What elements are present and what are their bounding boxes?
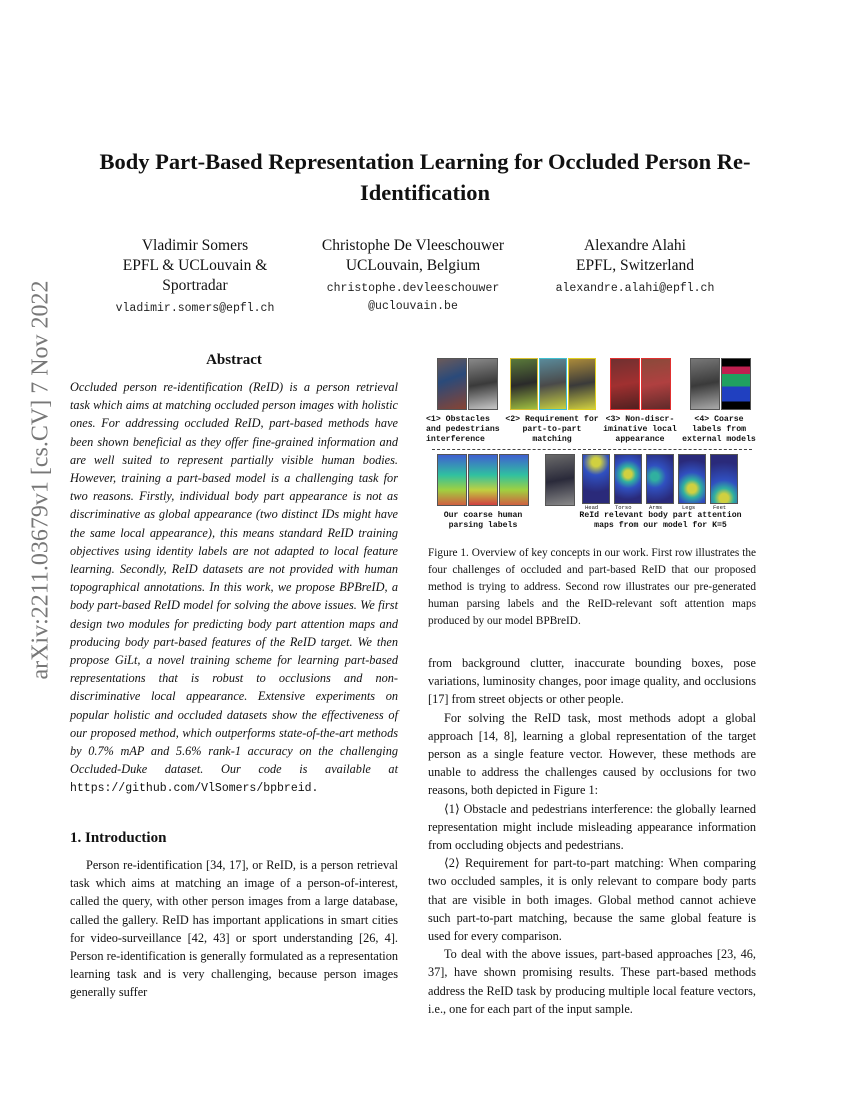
person-image xyxy=(437,358,467,410)
author-block-2 xyxy=(300,236,526,316)
part-name-head: Head xyxy=(585,504,599,511)
figure-1-caption: Figure 1. Overview of key concepts in our work. First row illustrates the four challenges of occluded and part-based ReID that our proposed method is trying to address. Second row illustrates our pre-generated human parsing labels and the ReID-relevant soft attention maps produced by our model BPBreID. xyxy=(428,547,756,627)
part-name-torso: Torso xyxy=(615,504,632,511)
person-image xyxy=(539,358,567,410)
paragraph: from background clutter, inaccurate bounding boxes, pose variations, luminosity changes, poor image quality, and occlusions [17] from street objects or other people. xyxy=(428,656,756,707)
part-name-legs: Legs xyxy=(682,504,696,511)
attention-map-legs xyxy=(678,454,706,504)
parsing-labels-caption-text: Our coarse human parsing labels xyxy=(443,511,523,530)
person-image xyxy=(510,358,538,410)
person-image xyxy=(641,358,671,410)
abstract-text: Occluded person re-identification (ReID) is a person retrieval task which aims at matching occluded person images with holistic ones. For addressing occluded ReID, part-based methods have been shown beneficial as they offer fine-grained information and are well suited to represent partially visible human bodies. However, training a part-based model is a challenging task for two reasons. Firstly, individual body part appearance is not as discriminative as global appearance (two distinct IDs might have the same local appearance), this means standard ReID training objectives using identity labels are not adapted to local feature learning. Secondly, ReID datasets are not provided with human topographical annotations. In this work, we propose BPBreID, a body part-based ReID model for solving the above issues. We first design two modules for predicting body part attention maps and producing body part-based features of the ReID target. We then propose GiLt, a novel training scheme for learning part-based representations that is robust to occlusions and non-discriminative local appearance. Extensive experiments on popular holistic and occluded datasets show the effectiveness of our proposed method, which outperforms state-of-the-art methods by 0.7% mAP and 5.6% rank-1 accuracy on the challenging Occluded-Duke dataset. Our code is available at xyxy=(70,380,398,777)
person-image xyxy=(568,358,596,410)
parsing-label-image xyxy=(437,454,467,506)
paragraph: For solving the ReID task, most methods adopt a global approach [14, 8], learning a global representation of the target person as a single feature vector. However, these methods are unable to address the challenges caused by occlusions for two reasons, both depicted in Figure 1: xyxy=(428,710,756,798)
section-heading-introduction: 1. Introduction xyxy=(70,830,167,846)
part-name-feet: Feet xyxy=(713,504,727,511)
person-image xyxy=(468,358,498,410)
author-affiliation: Sportradar xyxy=(162,277,228,294)
part-name-arms: Arms xyxy=(649,504,663,511)
challenge-label-4 xyxy=(678,415,760,445)
challenge-label-1-text: <1> Obstacles and pedestrians interference xyxy=(426,415,500,444)
challenge-label-3-text: <3> Non-discr- iminative local appearance xyxy=(603,415,677,444)
paragraph: To deal with the above issues, part-based approaches [23, 46, 37], have shown promising results. These part-based methods address the ReID task by producing multiple local feature vectors, i.e., one for each part of the input sample. xyxy=(428,947,756,1016)
figure-divider xyxy=(432,449,752,450)
arxiv-identifier xyxy=(22,280,60,680)
paper-title: Body Part-Based Representation Learning for Occluded Person Re-Identification xyxy=(99,149,751,205)
author-name: Christophe De Vleeschouwer xyxy=(321,237,505,254)
right-column-text xyxy=(428,654,756,1018)
author-affiliation: EPFL & UCLouvain & xyxy=(122,257,268,274)
abstract-heading: Abstract xyxy=(206,352,262,368)
author-affiliation: UCLouvain, Belgium xyxy=(345,257,481,274)
attention-map-torso xyxy=(614,454,642,504)
parsing-label-image xyxy=(721,358,751,410)
person-image xyxy=(610,358,640,410)
attention-map-feet xyxy=(710,454,738,504)
author-affiliation: EPFL, Switzerland xyxy=(576,257,694,274)
abstract-body xyxy=(70,378,398,799)
author-name: Alexandre Alahi xyxy=(583,237,686,254)
challenge-label-4-text: <4> Coarse labels from external models xyxy=(682,415,756,444)
parsing-label-image xyxy=(468,454,498,506)
author-block-3 xyxy=(535,236,735,298)
person-image xyxy=(690,358,720,410)
challenge-label-1 xyxy=(426,415,500,445)
author-email: alexandre.alahi@epfl.ch xyxy=(555,282,715,295)
paragraph: ⟨2⟩ Requirement for part-to-part matching: When comparing two occluded samples, it is only relevant to compare body parts that are visible in both images. Global method cannot achieve such part-to-part matching, because the same global feature is used for every comparison. xyxy=(428,856,756,944)
challenge-label-3 xyxy=(598,415,682,445)
author-name: Vladimir Somers xyxy=(141,237,249,254)
intro-paragraph: Person re-identification [34, 17], or ReID, is a person retrieval task which aims at matching an image of a person-of-interest, called the query, with other person images from a large database, called the gallery. ReID has important applications in smart cities for video-surveillance [42, 43] or sport understanding [26, 4]. Person re-identification is generally formulated as a representation learning task and is very challenging, because person images generally suffer xyxy=(70,858,398,1000)
paragraph: ⟨1⟩ Obstacle and pedestrians interference: the globally learned representation might include misleading appearance information from occluding objects and pedestrians. xyxy=(428,801,756,853)
figure-1 xyxy=(426,355,756,530)
parsing-label-image xyxy=(499,454,529,506)
attention-maps-caption-text: ReId relevant body part attention maps from our model for K=5 xyxy=(579,511,742,530)
code-url[interactable]: https://github.com/VlSomers/bpbreid. xyxy=(70,782,319,796)
attention-maps-caption xyxy=(573,511,748,531)
attention-map-arms xyxy=(646,454,674,504)
arxiv-id-text: arXiv:2211.03679v1 [cs.CV] 7 Nov 2022 xyxy=(27,280,54,680)
challenge-label-2 xyxy=(498,415,606,445)
author-email-cont: @uclouvain.be xyxy=(368,300,458,313)
parsing-labels-caption xyxy=(428,511,538,531)
challenge-label-2-text: <2> Requirement for part-to-part matching xyxy=(505,415,599,444)
author-email: christophe.devleeschouwer xyxy=(326,282,500,295)
person-image xyxy=(545,454,575,506)
author-email: vladimir.somers@epfl.ch xyxy=(115,302,275,315)
attention-map-head xyxy=(582,454,610,504)
author-block-1 xyxy=(95,236,295,318)
